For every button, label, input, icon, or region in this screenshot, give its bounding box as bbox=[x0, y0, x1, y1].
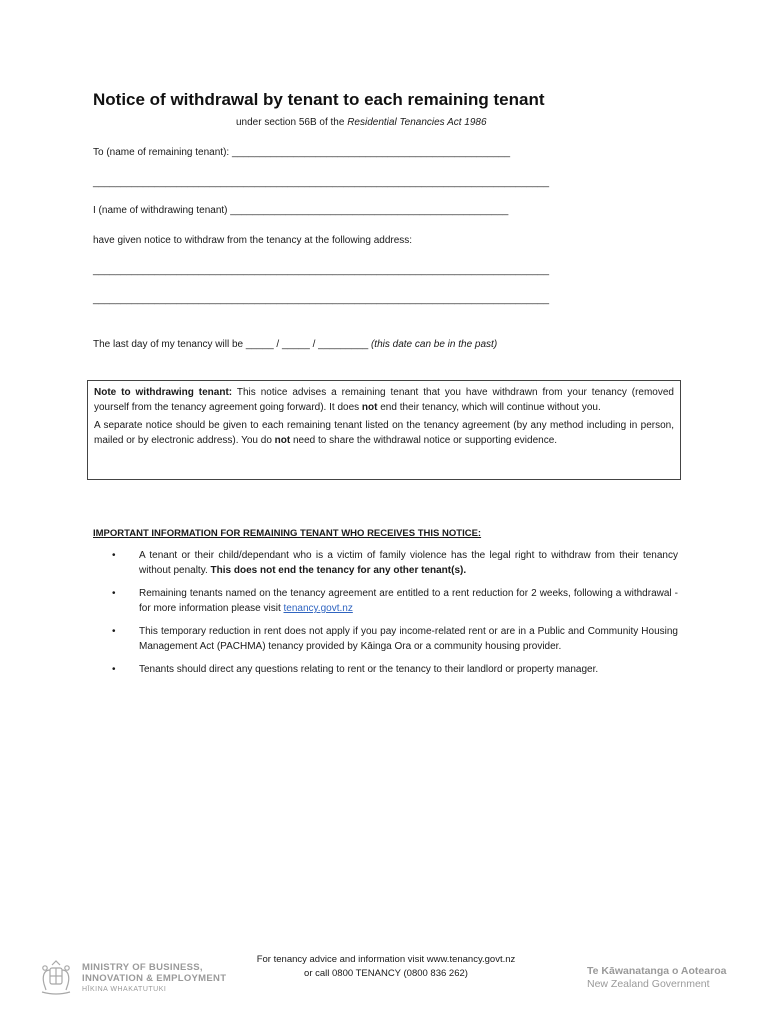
note-box bbox=[87, 380, 681, 480]
address-intro: have given notice to withdraw from the tenancy at the following address: bbox=[93, 235, 413, 246]
nzgov-maori-name: Te Kāwanatanga o Aotearoa bbox=[587, 965, 727, 977]
bullet-text: Tenants should direct any questions relating to rent or the tenancy to their landlord or property manager. bbox=[139, 664, 599, 675]
bullet-text: A tenant or their child/dependant who is a victim of family violence has the legal right to withdraw from their tenancy without penalty. bbox=[139, 550, 678, 576]
address-line-1[interactable]: __________________________________________________________________________________ bbox=[93, 265, 550, 276]
note-emphasis: not bbox=[361, 401, 378, 413]
nzgov-english-name: New Zealand Government bbox=[587, 978, 710, 990]
list-item bbox=[93, 548, 678, 578]
footer-contact bbox=[236, 953, 536, 981]
nz-government-logo bbox=[587, 965, 726, 991]
bullet-icon: • bbox=[112, 664, 116, 675]
bullet-text: Remaining tenants named on the tenancy agreement are entitled to a rent reduction for 2 weeks, following a withdrawal - for more information please visit bbox=[139, 588, 678, 614]
list-item bbox=[93, 624, 678, 654]
bullet-icon: • bbox=[112, 550, 116, 561]
note-label: Note to withdrawing tenant: bbox=[94, 387, 233, 398]
bullet-icon: • bbox=[112, 588, 116, 599]
tenancy-link[interactable]: tenancy.govt.nz bbox=[283, 603, 353, 614]
mbie-wordmark bbox=[82, 962, 226, 995]
withdrawing-tenant-field[interactable]: I (name of withdrawing tenant) __________________________________________________ bbox=[93, 205, 509, 216]
note-text: end their tenancy, which will continue without you. bbox=[377, 401, 601, 413]
last-day-label: The last day of my tenancy will be _____ / _____ / _________ bbox=[93, 339, 369, 350]
important-list bbox=[93, 548, 678, 685]
mbie-name-line-1: MINISTRY OF BUSINESS, bbox=[82, 962, 203, 973]
important-heading: IMPORTANT INFORMATION FOR REMAINING TENANT WHO RECEIVES THIS NOTICE: bbox=[93, 528, 482, 539]
document-subtitle bbox=[236, 117, 487, 128]
note-text: need to share the withdrawal notice or supporting evidence. bbox=[290, 434, 558, 446]
list-item bbox=[93, 586, 678, 616]
bullet-emphasis: This does not end the tenancy for any other tenant(s). bbox=[210, 565, 467, 576]
note-text: A separate notice should be given to each remaining tenant listed on the tenancy agreement (by any method including in person, mailed or by electronic address). You do bbox=[94, 420, 674, 446]
bullet-icon: • bbox=[112, 626, 116, 637]
blank-line[interactable]: __________________________________________________________________________________ bbox=[93, 177, 550, 188]
mbie-logo bbox=[36, 958, 246, 998]
last-day-field[interactable] bbox=[93, 339, 497, 350]
act-name: Residential Tenancies Act 1986 bbox=[347, 117, 487, 128]
document-title: Notice of withdrawal by tenant to each remaining tenant bbox=[93, 90, 545, 109]
note-paragraph-1 bbox=[94, 386, 674, 415]
footer-line-2: or call 0800 TENANCY (0800 836 262) bbox=[304, 968, 468, 979]
mbie-name-line-2: INNOVATION & EMPLOYMENT bbox=[82, 973, 227, 984]
nz-coat-of-arms-icon bbox=[36, 958, 76, 998]
last-day-note: (this date can be in the past) bbox=[370, 339, 498, 350]
bullet-text: This temporary reduction in rent does not apply if you pay income-related rent or are in a Public and Community Housing Management Act (PACHMA) tenancy provided by Kāinga Ora or a community housing provider. bbox=[139, 626, 678, 652]
footer-line-1: For tenancy advice and information visit www.tenancy.govt.nz bbox=[256, 954, 516, 965]
note-paragraph-2 bbox=[94, 419, 674, 448]
to-remaining-tenant-field[interactable]: To (name of remaining tenant): __________________________________________________ bbox=[93, 147, 511, 158]
note-text: This notice advises a remaining tenant that you have withdrawn from your tenancy (removed yourself from the tenancy agreement going forward). It does bbox=[94, 387, 674, 413]
note-emphasis: not bbox=[274, 434, 291, 446]
list-item bbox=[93, 662, 678, 677]
address-line-2[interactable]: __________________________________________________________________________________ bbox=[93, 294, 550, 305]
subtitle-prefix: under section 56B of the bbox=[236, 117, 348, 128]
mbie-maori-name: HĪKINA WHAKATUTUKI bbox=[82, 986, 167, 993]
